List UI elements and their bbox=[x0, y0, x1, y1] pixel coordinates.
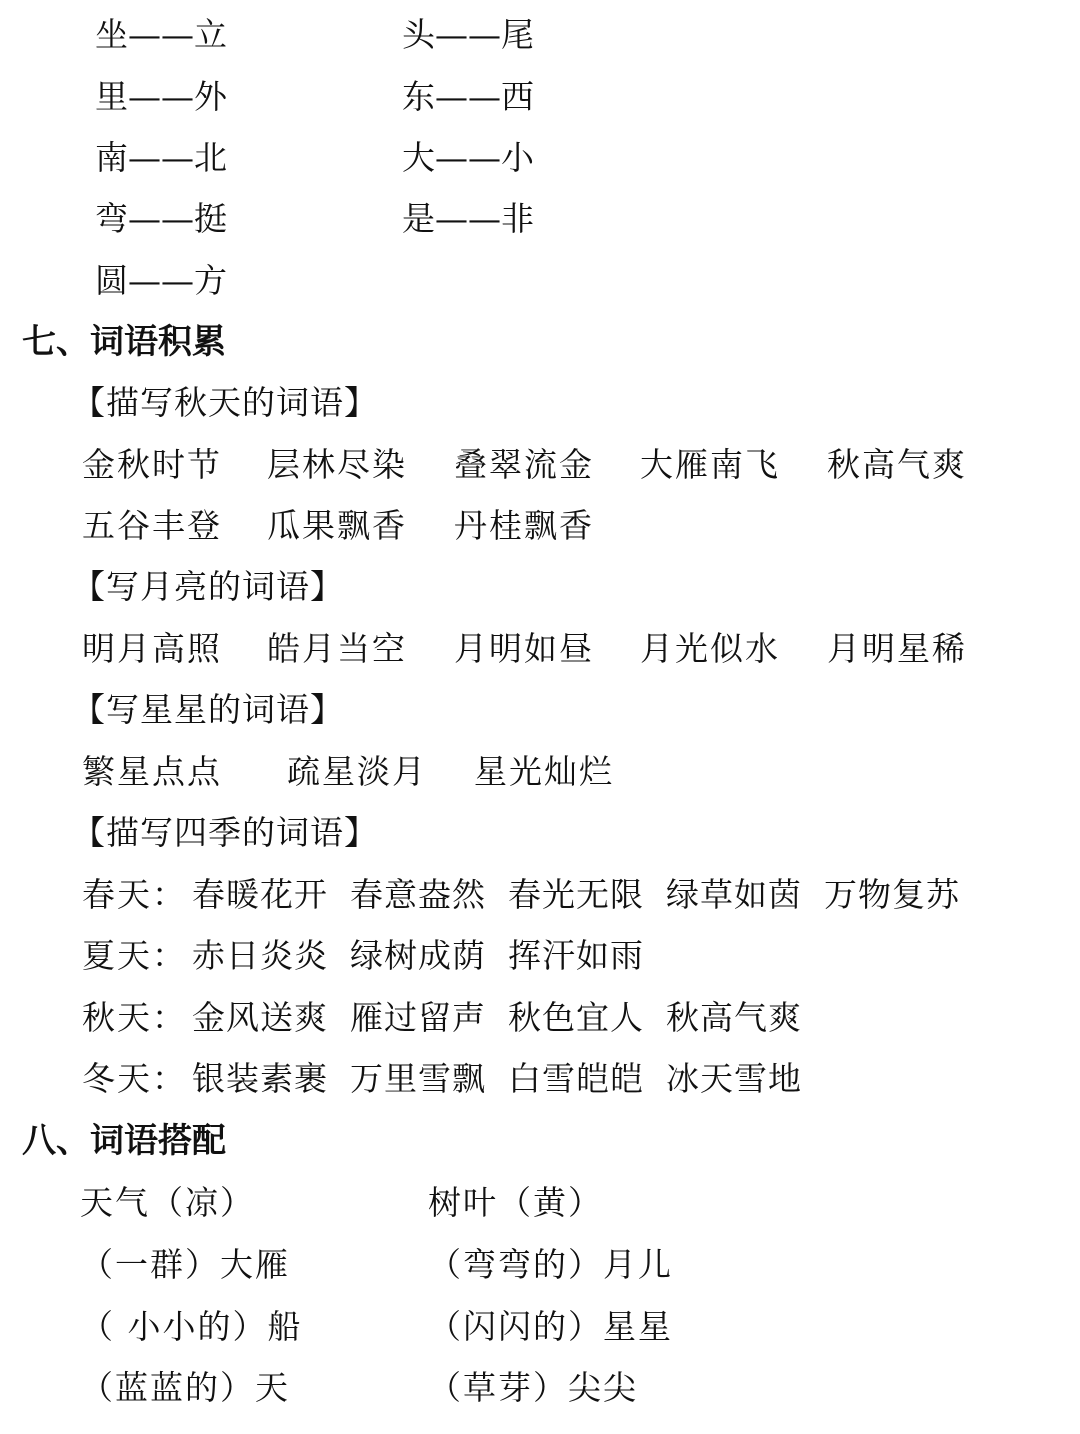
antonym-pair: 里——外 bbox=[95, 77, 227, 116]
word-item: 月明如昼 bbox=[454, 629, 594, 668]
word-item: 叠翠流金 bbox=[454, 445, 594, 484]
word-item: 万物复苏 bbox=[824, 875, 960, 914]
word-item: 明月高照 bbox=[82, 629, 222, 668]
word-item: 皓月当空 bbox=[267, 629, 407, 668]
word-item: 挥汗如雨 bbox=[508, 936, 644, 975]
word-item: 赤日炎炎 bbox=[192, 936, 328, 975]
word-item: 层林尽染 bbox=[267, 445, 407, 484]
word-item: 秋高气爽 bbox=[666, 998, 802, 1037]
collocation-item: （一群）大雁 bbox=[80, 1245, 290, 1284]
spring-words-row bbox=[82, 875, 982, 914]
moon-words-header: 【写月亮的词语】 bbox=[72, 567, 344, 606]
antonym-pair: 是——非 bbox=[402, 199, 534, 238]
collocation-item: （草芽）尖尖 bbox=[428, 1368, 638, 1407]
word-item: 瓜果飘香 bbox=[267, 506, 407, 545]
word-item: 秋色宜人 bbox=[508, 998, 644, 1037]
autumn-words-header: 【描写秋天的词语】 bbox=[72, 383, 378, 422]
antonym-pair: 头——尾 bbox=[402, 15, 534, 54]
season-label: 秋天： bbox=[82, 998, 187, 1037]
collocation-item: （闪闪的）星星 bbox=[428, 1307, 673, 1346]
word-item: 大雁南飞 bbox=[640, 445, 780, 484]
collocation-item: （蓝蓝的）天 bbox=[80, 1368, 290, 1407]
collocation-item: （ 小小的）船 bbox=[80, 1307, 303, 1346]
word-item: 雁过留声 bbox=[350, 998, 486, 1037]
season-label: 春天： bbox=[82, 875, 187, 914]
word-item: 丹桂飘香 bbox=[454, 506, 594, 545]
word-item: 繁星点点 bbox=[82, 752, 222, 791]
word-item: 月明星稀 bbox=[827, 629, 967, 668]
antonym-pair: 坐——立 bbox=[95, 15, 227, 54]
section-7-title: 七、词语积累 bbox=[22, 322, 226, 362]
summer-words-row bbox=[82, 936, 666, 975]
word-item: 金秋时节 bbox=[82, 445, 222, 484]
season-label: 夏天： bbox=[82, 936, 187, 975]
collocation-item: （弯弯的）月儿 bbox=[428, 1245, 673, 1284]
star-words-header: 【写星星的词语】 bbox=[72, 690, 344, 729]
collocation-item: 天气（凉） bbox=[80, 1183, 255, 1222]
word-item: 春暖花开 bbox=[192, 875, 328, 914]
antonym-pair: 大——小 bbox=[402, 138, 534, 177]
season-label: 冬天： bbox=[82, 1059, 187, 1098]
section-8-title: 八、词语搭配 bbox=[22, 1121, 226, 1161]
antonym-pair: 圆——方 bbox=[95, 261, 227, 300]
antonym-pair: 东——西 bbox=[402, 77, 534, 116]
antonym-pair: 南——北 bbox=[95, 138, 227, 177]
word-item: 星光灿烂 bbox=[474, 752, 614, 791]
word-item: 五谷丰登 bbox=[82, 506, 222, 545]
autumn-season-words-row bbox=[82, 998, 824, 1037]
word-item: 秋高气爽 bbox=[827, 445, 967, 484]
word-item: 月光似水 bbox=[640, 629, 780, 668]
collocation-item: 树叶（黄） bbox=[428, 1183, 603, 1222]
antonym-pair: 弯——挺 bbox=[95, 199, 227, 238]
word-item: 金风送爽 bbox=[192, 998, 328, 1037]
word-item: 绿树成荫 bbox=[350, 936, 486, 975]
word-item: 绿草如茵 bbox=[666, 875, 802, 914]
season-words-header: 【描写四季的词语】 bbox=[72, 813, 378, 852]
winter-words-row bbox=[82, 1059, 824, 1098]
word-item: 疏星淡月 bbox=[287, 752, 427, 791]
word-item: 春光无限 bbox=[508, 875, 644, 914]
word-item: 银装素裹 bbox=[192, 1059, 328, 1098]
word-item: 春意盎然 bbox=[350, 875, 486, 914]
word-item: 白雪皑皑 bbox=[508, 1059, 644, 1098]
word-item: 万里雪飘 bbox=[350, 1059, 486, 1098]
word-item: 冰天雪地 bbox=[666, 1059, 802, 1098]
